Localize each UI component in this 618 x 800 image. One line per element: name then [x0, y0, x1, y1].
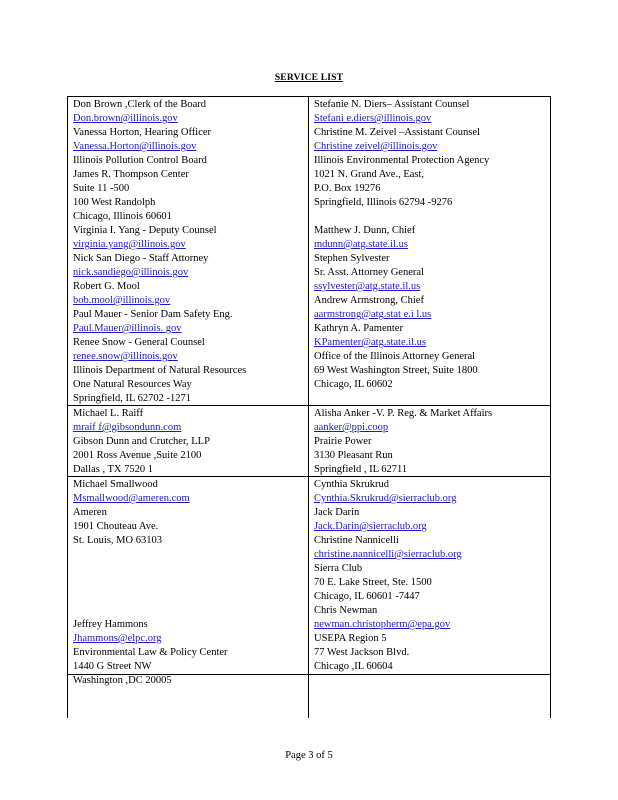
contact-line: Ameren	[73, 507, 107, 518]
contact-line: Environmental Law & Policy Center	[73, 647, 228, 658]
contact-cell	[314, 407, 492, 477]
contact-line: Michael L. Raiff	[73, 408, 144, 419]
contact-cell	[73, 478, 228, 688]
contact-line: Sierra Club	[314, 563, 363, 574]
contact-line: Stephen Sylvester	[314, 253, 390, 264]
contact-line: Nick San Diego - Staff Attorney	[73, 253, 209, 264]
contact-line	[314, 210, 489, 224]
contact-line: Andrew Armstrong, Chief	[314, 295, 424, 306]
email-link[interactable]: Vanessa.Horton@illinois.gov	[73, 141, 197, 152]
contact-line: 100 West Randolph	[73, 197, 156, 208]
contact-line: Chicago, Illinois 60601	[73, 211, 172, 222]
contact-line: Chicago, IL 60601 -7447	[314, 591, 420, 602]
contact-line: Chicago, IL 60602	[314, 379, 393, 390]
contact-cell	[314, 98, 489, 392]
contact-line: Jack Darin	[314, 507, 360, 518]
contact-line: Robert G. Mool	[73, 281, 140, 292]
contact-line: 1901 Chouteau Ave.	[73, 521, 159, 532]
contact-line: Springfield, IL 62702 -1271	[73, 393, 192, 404]
contact-line: 3130 Pleasant Run	[314, 450, 393, 461]
page-number: Page 3 of 5	[285, 750, 333, 761]
email-link[interactable]: nick.sandiego@illinois.gov	[73, 267, 189, 278]
page-title: SERVICE LIST	[274, 73, 344, 83]
contact-line: 70 E. Lake Street, Ste. 1500	[314, 577, 432, 588]
email-link[interactable]: aanker@ppi.coop	[314, 422, 389, 433]
contact-line: Sr. Asst. Attorney General	[314, 267, 424, 278]
contact-line: Paul Mauer - Senior Dam Safety Eng.	[73, 309, 233, 320]
contact-line: Chris Newman	[314, 605, 378, 616]
email-link[interactable]: Jack.Darin@sierraclub.org	[314, 521, 427, 532]
contact-line: P.O. Box 19276	[314, 183, 381, 194]
contact-line: Illinois Pollution Control Board	[73, 155, 207, 166]
contact-line: 2001 Ross Avenue ,Suite 2100	[73, 450, 202, 461]
contact-line: Kathryn A. Pamenter	[314, 323, 403, 334]
contact-line: Cynthia Skrukrud	[314, 479, 389, 490]
email-link[interactable]: Cynthia.Skrukrud@sierraclub.org	[314, 493, 457, 504]
email-link[interactable]: newman.christopherm@epa.gov	[314, 619, 451, 630]
contact-line: 77 West Jackson Blvd.	[314, 647, 410, 658]
contact-line: Illinois Department of Natural Resources	[73, 365, 247, 376]
contact-line: Michael Smallwood	[73, 479, 158, 490]
email-link[interactable]: mdunn@atg.state.il.us	[314, 239, 408, 250]
email-link[interactable]: ssylvester@atg.state.il.us	[314, 281, 421, 292]
contact-line: Springfield , IL 62711	[314, 464, 408, 475]
email-link[interactable]: mraif f@gibsondunn.com	[73, 422, 182, 433]
table-border-left	[67, 96, 68, 718]
email-link[interactable]: virginia.yang@illinois.gov	[73, 239, 186, 250]
contact-line: Matthew J. Dunn, Chief	[314, 225, 416, 236]
contact-line: Illinois Environmental Protection Agency	[314, 155, 490, 166]
contact-cell	[73, 407, 210, 477]
contact-line: Office of the Illinois Attorney General	[314, 351, 476, 362]
table-column-divider	[308, 96, 309, 718]
contact-line: Gibson Dunn and Crutcher, LLP	[73, 436, 210, 447]
contact-cell	[314, 478, 462, 674]
contact-line: One Natural Resources Way	[73, 379, 192, 390]
email-link[interactable]: aarmstrong@atg.stat e.i l.us	[314, 309, 432, 320]
table-border-right	[550, 96, 551, 718]
email-link[interactable]: Jhammons@elpc.org	[73, 633, 162, 644]
contact-line: 69 West Washington Street, Suite 1800	[314, 365, 478, 376]
contact-line: Don Brown ,Clerk of the Board	[73, 99, 206, 110]
contact-line: USEPA Region 5	[314, 633, 387, 644]
email-link[interactable]: KPamenter@atg.state.il.us	[314, 337, 427, 348]
email-link[interactable]: Paul.Mauer@illinois. gov	[73, 323, 182, 334]
contact-cell	[73, 98, 246, 406]
email-link[interactable]: christine.nannicelli@sierraclub.org	[314, 549, 462, 560]
contact-line: Prairie Power	[314, 436, 372, 447]
contact-line: Renee Snow - General Counsel	[73, 337, 205, 348]
contact-line	[73, 576, 228, 590]
email-link[interactable]: Msmallwood@ameren.com	[73, 493, 190, 504]
contact-line: Dallas , TX 7520 1	[73, 464, 154, 475]
contact-line	[73, 590, 228, 604]
contact-line: Christine Nannicelli	[314, 535, 399, 546]
contact-line	[73, 548, 228, 562]
service-list-table	[67, 96, 551, 718]
contact-line: Stefanie N. Diers– Assistant Counsel	[314, 99, 470, 110]
contact-line: Christine M. Zeivel –Assistant Counsel	[314, 127, 480, 138]
contact-line: Chicago ,IL 60604	[314, 661, 393, 672]
contact-line: Virginia I. Yang - Deputy Counsel	[73, 225, 217, 236]
contact-line: 1021 N. Grand Ave., East,	[314, 169, 425, 180]
contact-line: Washington ,DC 20005	[73, 675, 172, 686]
email-link[interactable]: Christine zeivel@illinois.gov	[314, 141, 438, 152]
email-link[interactable]: Don.brown@illinois.gov	[73, 113, 178, 124]
email-link[interactable]: Stefani e.diers@illinois.gov	[314, 113, 432, 124]
contact-line	[73, 604, 228, 618]
contact-line: 1440 G Street NW	[73, 661, 152, 672]
table-border-top	[67, 96, 551, 97]
contact-line: St. Louis, MO 63103	[73, 535, 162, 546]
contact-line	[73, 562, 228, 576]
contact-line: James R. Thompson Center	[73, 169, 189, 180]
contact-line: Jeffrey Hammons	[73, 619, 148, 630]
contact-line: Springfield, Illinois 62794 -9276	[314, 197, 453, 208]
email-link[interactable]: renee.snow@illinois.gov	[73, 351, 178, 362]
contact-line: Suite 11 -500	[73, 183, 130, 194]
contact-line: Vanessa Horton, Hearing Officer	[73, 127, 212, 138]
email-link[interactable]: bob.mool@illinois.gov	[73, 295, 171, 306]
contact-line: Alisha Anker -V. P. Reg. & Market Affairs	[314, 408, 493, 419]
